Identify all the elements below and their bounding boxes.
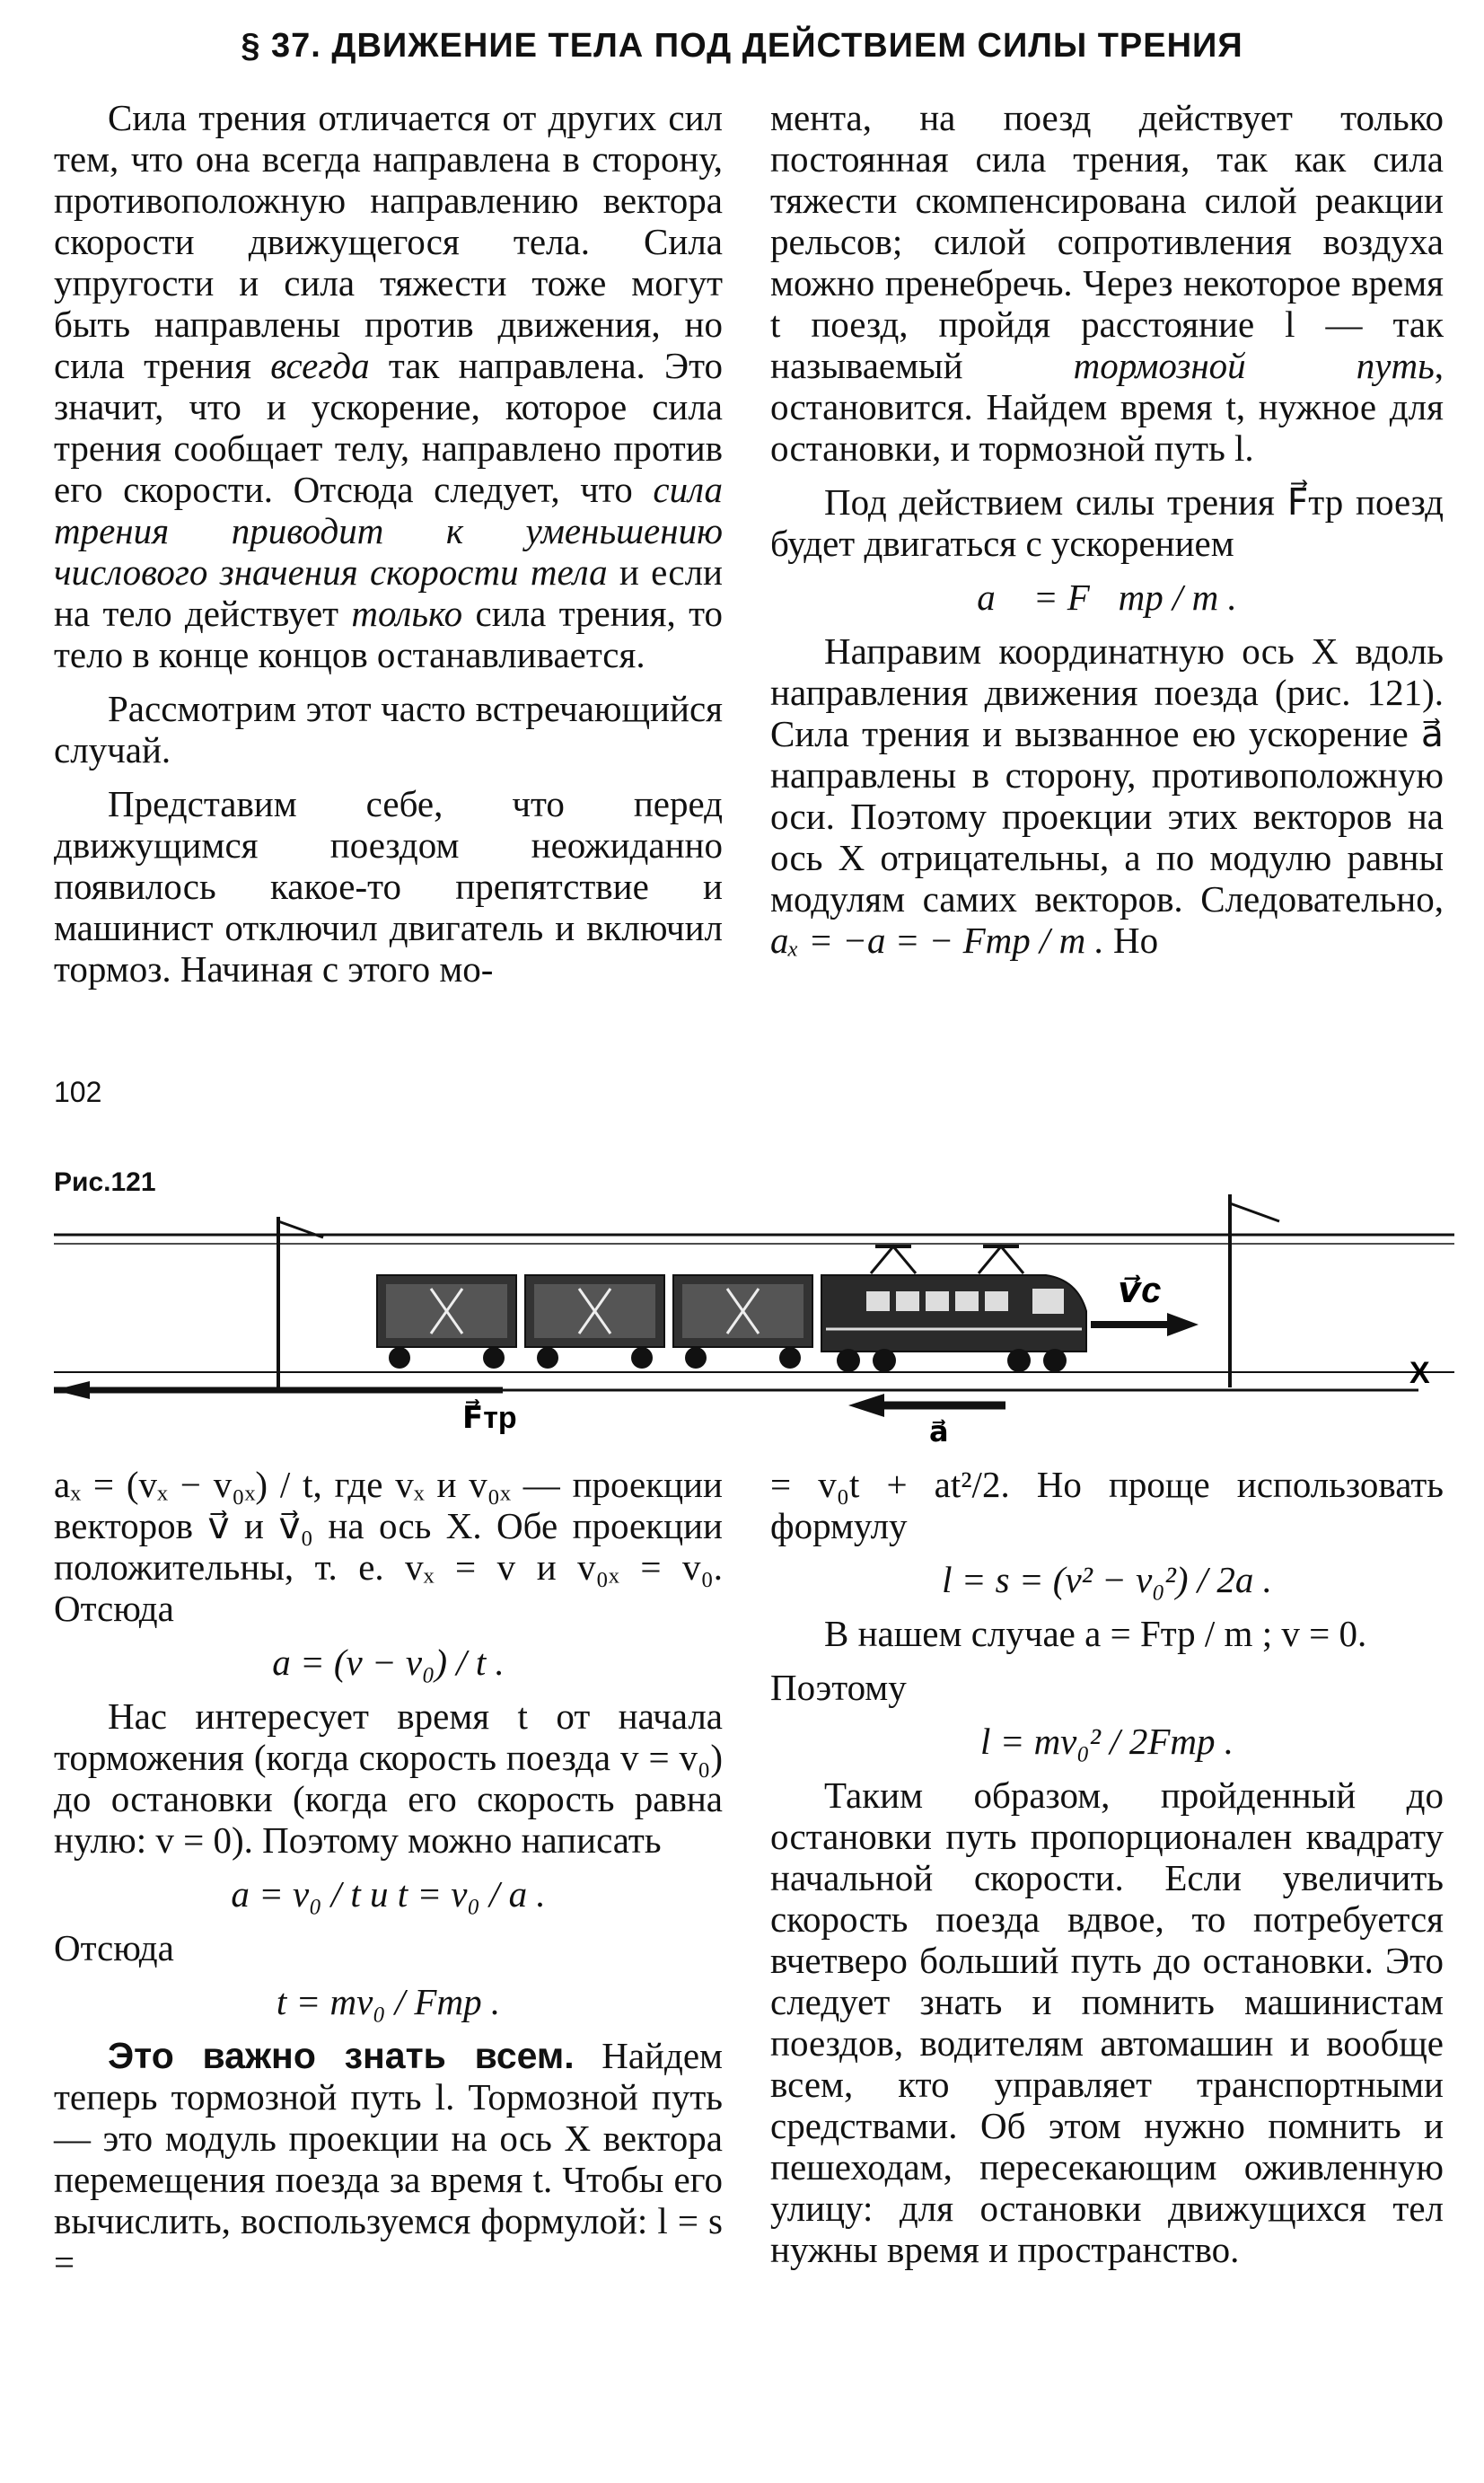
- formula-inline: aₓ = −a = − Fтр / m .: [770, 920, 1104, 961]
- velocity-label: v⃗c: [1118, 1271, 1162, 1310]
- formula: l = mv₀² / 2Fтр .: [980, 1721, 1234, 1762]
- paragraph: Поэтому: [770, 1667, 907, 1708]
- column-2: [770, 97, 1444, 973]
- paragraph: Рассмотрим этот часто встречающийся случай.: [54, 688, 723, 770]
- x-axis-label: X: [1409, 1356, 1430, 1390]
- formula: a = v₀ / t и t = v₀ / a .: [231, 1873, 546, 1915]
- formula: l = s = (v² − v₀²) / 2a .: [942, 1559, 1272, 1600]
- formula: a = (v − v₀) / t .: [272, 1642, 505, 1683]
- acceleration-label: a⃗: [929, 1415, 949, 1446]
- paragraph: Под действием силы трения F⃗тр поезд будет двигаться с ускорением: [770, 481, 1444, 564]
- paragraph: мента, на поезд действует только постоянная сила трения, так как сила тяжести скомпенсирована силой реакции рельсов; силой сопротивления воздуха можно пренебречь. Через некоторое время t поезд, пройдя расстояние l — так называемый тормозной путь, остановится. Найдем время t, нужное для остановки, и тормозной путь l.: [770, 97, 1444, 469]
- paragraph: В нашем случае a = Fтр / m ; v = 0.: [824, 1613, 1367, 1654]
- section-heading: § 37. ДВИЖЕНИЕ ТЕЛА ПОД ДЕЙСТВИЕМ СИЛЫ ТРЕНИЯ: [241, 27, 1243, 65]
- velocity-arrow-head: [1167, 1313, 1199, 1336]
- formula: t = mv₀ / Fтр .: [276, 1981, 501, 2022]
- figure-label: Рис.121: [54, 1167, 156, 1197]
- paragraph: Сила трения отличается от других сил тем, что она всегда направлена в сторону, противоположную направлению вектора скорости движущегося тела. Сила упругости и сила тяжести тоже могут быть направлены против движения, но сила трения всегда так направлена. Это значит, что и ускорение, которое сила трения сообщает телу, направлено против его скорости. Отсюда следует, что сила трения приводит к уменьшению числового значения скорости тела и если на тело действует только сила трения, то тело в конце концов останавливается.: [54, 97, 723, 675]
- figure-train-diagram: [36, 1167, 1463, 1446]
- pole-arm: [1230, 1203, 1279, 1221]
- formula: a⃗ = F⃗тр / m .: [977, 577, 1237, 618]
- column-1: [54, 97, 723, 1002]
- paragraph: Направим координатную ось X вдоль направления движения поезда (рис. 121). Сила трения и вызванное ею ускорение a⃗ направлены в сторону, противоположную оси. Поэтому проекции этих векторов на ось X отрицательны, а по модулю равны модулям самих векторов. Следовательно, aₓ = −a = − Fтр / m . Но: [770, 630, 1444, 961]
- column-4: [770, 1464, 1444, 2283]
- wagon-2: [525, 1275, 664, 1369]
- locomotive: [821, 1246, 1086, 1372]
- ftr-label: F⃗тр: [462, 1401, 517, 1435]
- column-3: [54, 1464, 723, 2295]
- paragraph: aₓ = (vₓ − v₀ₓ) / t, где vₓ и v₀ₓ — проекции векторов v⃗ и v⃗₀ на ось X. Обе проекции положительны, т. е. vₓ = v и v₀ₓ = v₀. Отсюда: [54, 1464, 723, 1629]
- page-number: 102: [54, 1076, 102, 1108]
- paragraph: Таким образом, пройденный до остановки путь пропорционален квадрату начальной скорости. Если увеличить скорость поезда вдвое, то потребуется вчетверо больший путь до остановки. Это следует знать и помнить машинистам поездов, водителям автомашин и вообще всем, кто управляет транспортными средствами. Об этом нужно помнить и пешеходам, пересекающим оживленную улицу: для остановки движущихся тел нужны время и пространство.: [770, 1774, 1444, 2270]
- paragraph: Представим себе, что перед движущимся поездом неожиданно появилось какое-то препятствие и машинист отключил двигатель и включил тормоз. Начиная с этого мо-: [54, 783, 723, 990]
- paragraph: = v₀t + at²/2. Но проще использовать формулу: [770, 1464, 1444, 1546]
- wagon-1: [377, 1275, 516, 1369]
- acceleration-arrow-head: [848, 1394, 884, 1417]
- paragraph: Нас интересует время t от начала торможения (когда скорость поезда v = v₀) до остановки (когда его скорость равна нулю: v = 0). Поэтому можно написать: [54, 1695, 723, 1861]
- paragraph: Это важно знать всем. Найдем теперь тормозной путь l. Тормозной путь — это модуль проекции на ось X вектора перемещения поезда за время t. Чтобы его вычислить, воспользуемся формулой: l = s =: [54, 2035, 723, 2283]
- wagon-3: [673, 1275, 812, 1369]
- paragraph: Отсюда: [54, 1927, 174, 1968]
